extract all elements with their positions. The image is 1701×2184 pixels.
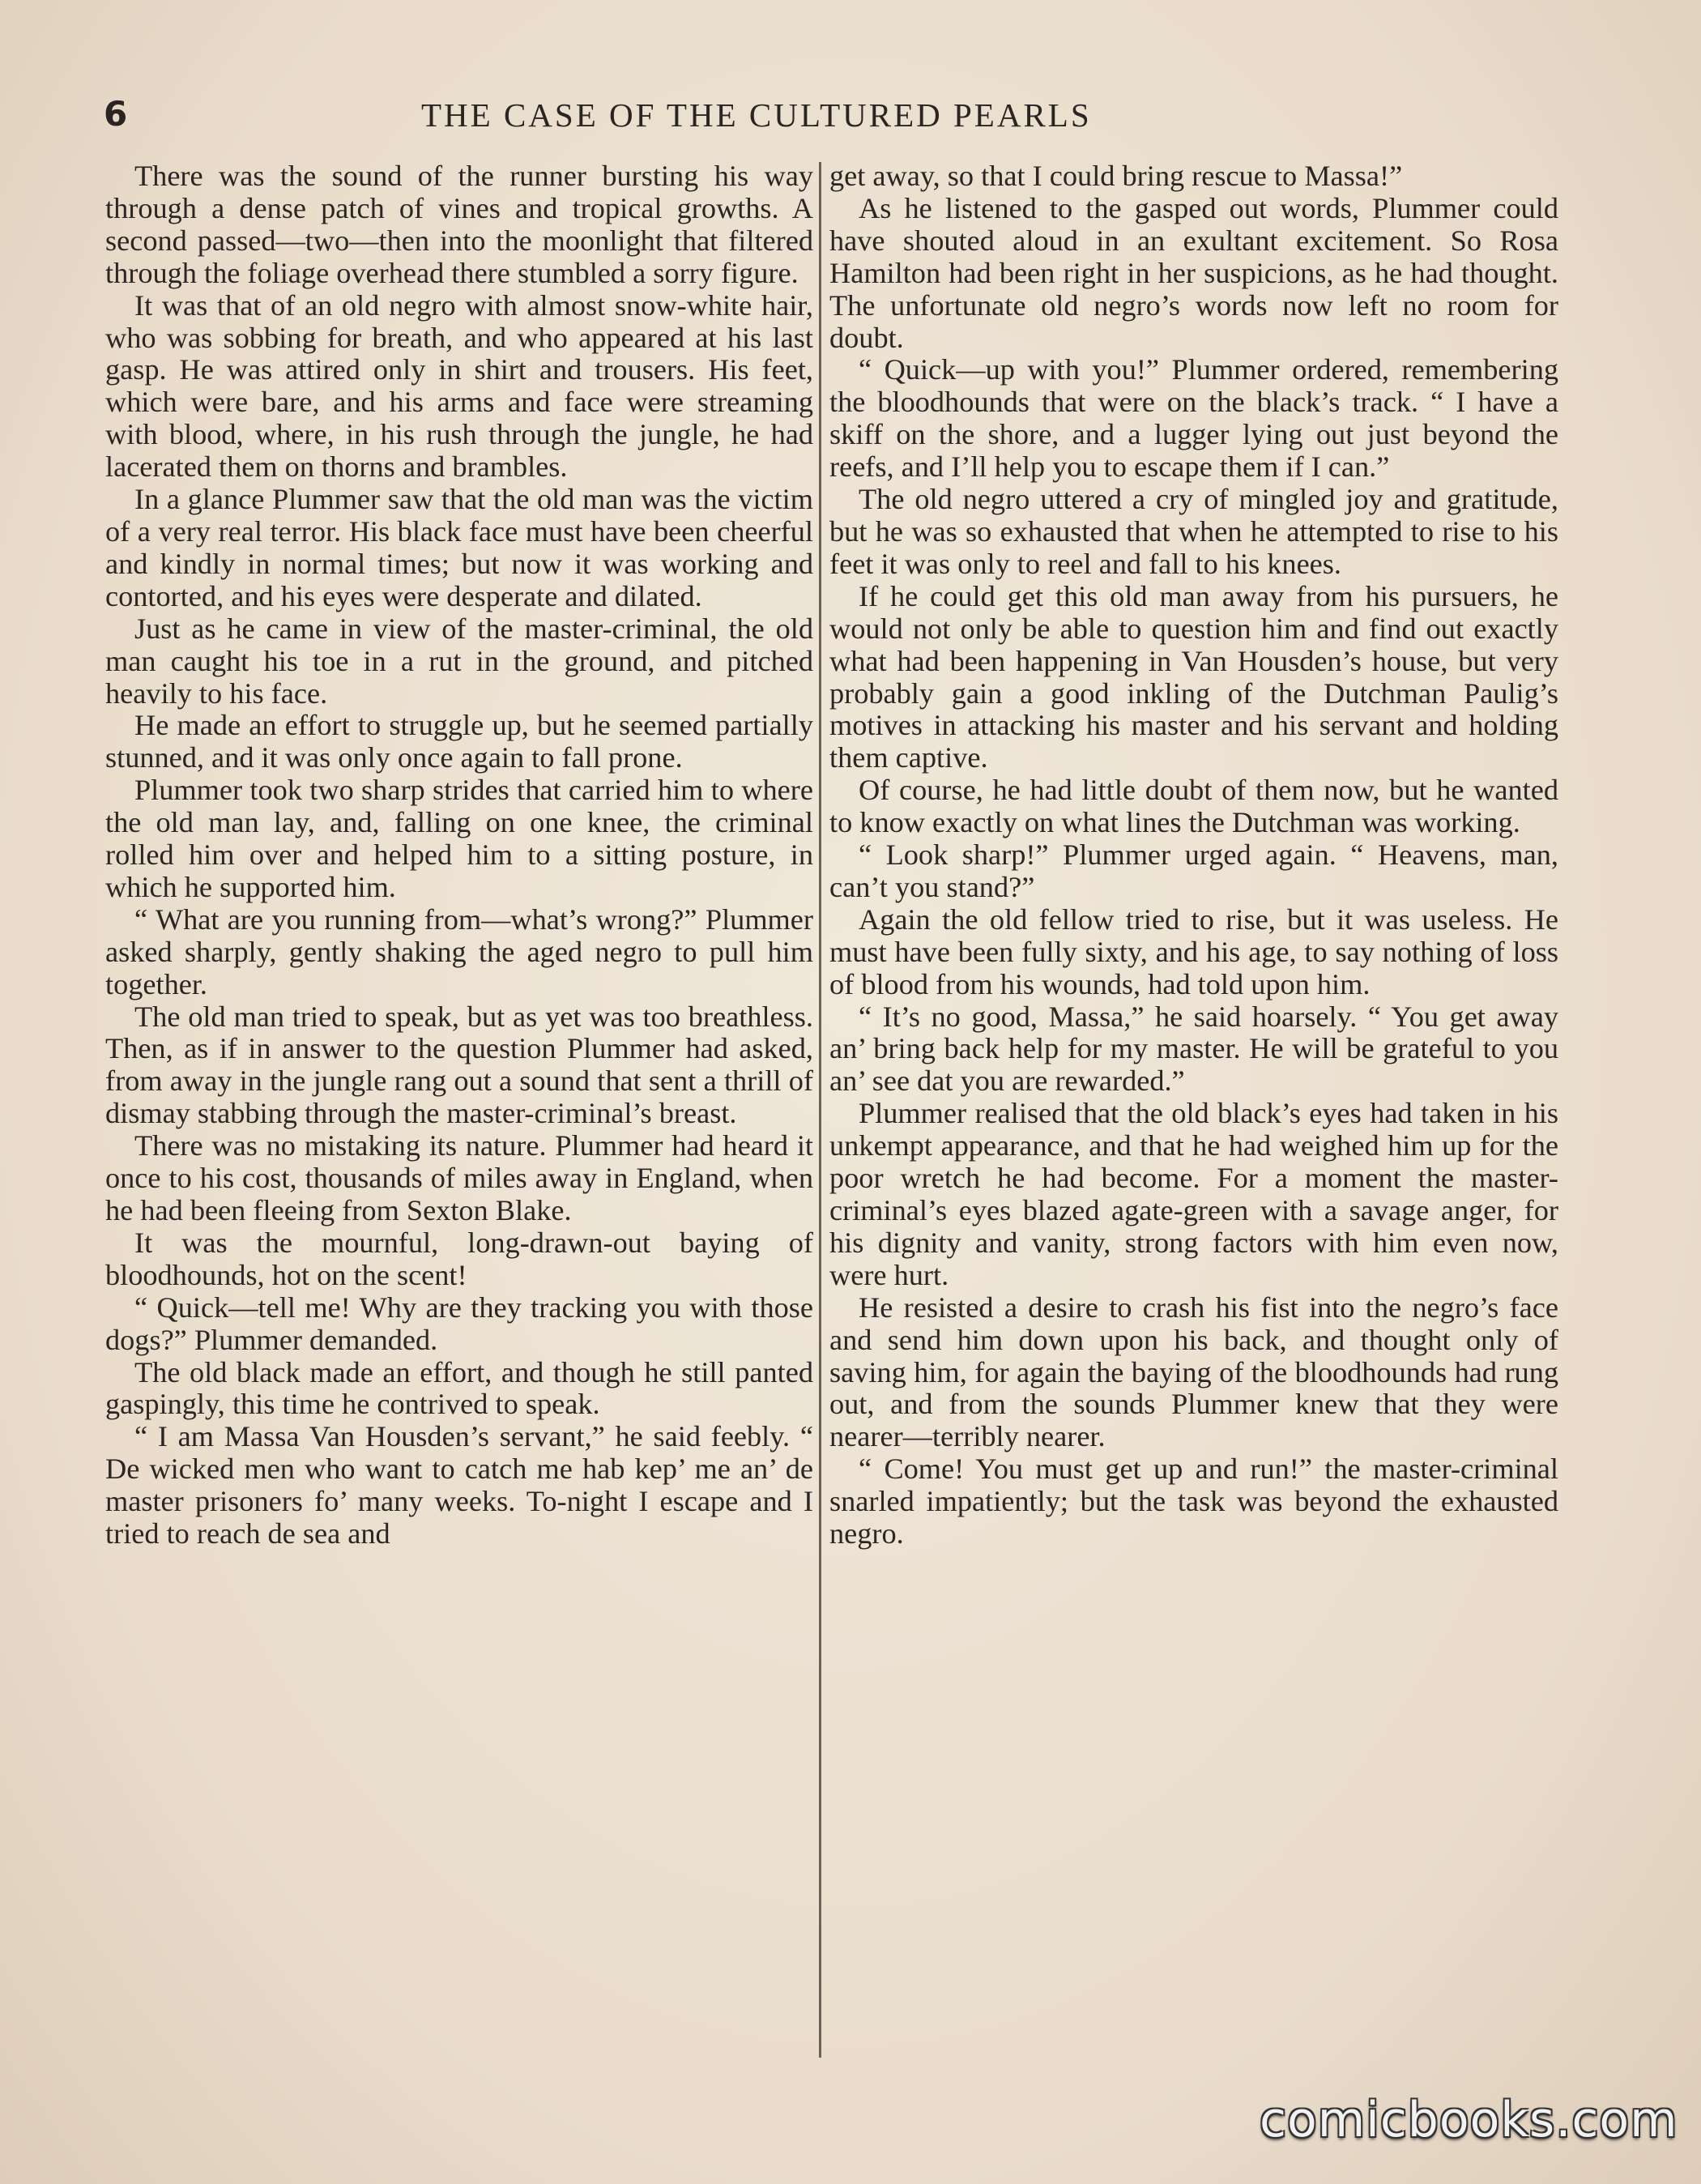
paragraph: “ Look sharp!” Plummer urged again. “ Heavens, man, can’t you stand?” [829,838,1558,903]
column-divider [819,162,821,2058]
watermark: comicbooks.com [1260,2092,1678,2148]
paragraph-continuation: get away, so that I could bring rescue to Massa!” [829,160,1403,192]
right-column [829,160,1558,1551]
paragraph: “ Quick—tell me! Why are they tracking you with those dogs?” Plummer demanded. [105,1290,813,1356]
paragraph: “ Come! You must get up and run!” the master-criminal snarled impatiently; but the task was beyond the exhausted negro. [829,1452,1558,1551]
paragraph: There was the sound of the runner bursting his way through a dense patch of vines and tropical growths. A second passed—two—then into the moonlight that filtered through the foliage overhead there stumbled a sorry figure. [105,160,813,289]
paragraph: The old man tried to speak, but as yet was too breathless. Then, as if in answer to the question Plummer had asked, from away in the jungle rang out a sound that sent a thrill of dismay stabbing through the master-criminal’s breast. [105,1000,813,1130]
paragraph: Plummer realised that the old black’s eyes had taken in his unkempt appearance, and that he had weighed him up for the poor wretch he had become. For a moment the master-criminal’s eyes blazed agate-green with a savage anger, for his dignity and vanity, strong factors with him even now, were hurt. [829,1097,1558,1291]
paragraph: There was no mistaking its nature. Plummer had heard it once to his cost, thousands of miles away in England, when he had been fleeing from Sexton Blake. [105,1129,813,1226]
running-title: THE CASE OF THE CULTURED PEARLS [421,96,1092,134]
paragraph: If he could get this old man away from his pursuers, he would not only be able to question him and find out exactly what had been happening in Van Housden’s house, but very probably gain a good inkling of the Dutchman Paulig’s motives in attacking his master and his servant and holding them captive. [829,579,1558,774]
left-column [105,160,813,1551]
paragraph: He made an effort to struggle up, but he seemed partially stunned, and it was only once again to fall prone. [105,709,813,774]
paragraph: “ It’s no good, Massa,” he said hoarsely. “ You get away an’ bring back help for my master. He will be grateful to you an’ see dat you are rewarded.” [829,1000,1558,1098]
paragraph: It was that of an old negro with almost snow-white hair, who was sobbing for breath, and who appeared at his last gasp. He was attired only in shirt and trousers. His feet, which were bare, and his arms and face were streaming with blood, where, in his rush through the jungle, he had lacerated them on thorns and brambles. [105,288,813,484]
paragraph: “ Quick—up with you!” Plummer ordered, remembering the bloodhounds that were on the black’s track. “ I have a skiff on the shore, and a lugger lying out just beyond the reefs, and I’ll help you to escape them if I can.” [829,353,1558,484]
paragraph: In a glance Plummer saw that the old man was the victim of a very real terror. His black face must have been cheerful and kindly in normal times; but now it was working and contorted, and his eyes were desperate and dilated. [105,483,813,612]
paragraph: The old black made an effort, and though he still panted gaspingly, this time he contrived to speak. [105,1355,813,1421]
paragraph: As he listened to the gasped out words, Plummer could have shouted aloud in an exultant excitement. So Rosa Hamilton had been right in her suspicions, as he had thought. The unfortunate old negro’s words now left no room for doubt. [829,191,1558,354]
paragraph: Plummer took two sharp strides that carried him to where the old man lay, and, falling on one knee, the criminal rolled him over and helped him to a sitting posture, in which he supported him. [105,774,813,903]
paragraph: “ I am Massa Van Housden’s servant,” he said feebly. “ De wicked men who want to catch me hab kep’ me an’ de master prisoners fo’ many weeks. To-night I escape and I tried to reach de sea and [105,1420,813,1551]
paragraph: Of course, he had little doubt of them now, but he wanted to know exactly on what lines the Dutchman was working. [829,774,1558,839]
paragraph: “ What are you running from—what’s wrong?” Plummer asked sharply, gently shaking the aged negro to pull him together. [105,902,813,1000]
paragraph: Again the old fellow tried to rise, but it was useless. He must have been fully sixty, and his age, to say nothing of loss of blood from his wounds, had told upon him. [829,902,1558,1000]
page-number: 6 [104,94,128,134]
paragraph: It was the mournful, long-drawn-out baying of bloodhounds, hot on the scent! [105,1226,813,1291]
paragraph: Just as he came in view of the master-criminal, the old man caught his toe in a rut in the ground, and pitched heavily to his face. [105,612,813,710]
paragraph: He resisted a desire to crash his fist into the negro’s face and send him down upon his back, and thought only of saving him, for again the baying of the bloodhounds had rung out, and from the sounds Plummer knew that they were nearer—terribly nearer. [829,1290,1558,1453]
paragraph: The old negro uttered a cry of mingled joy and gratitude, but he was so exhausted that when he attempted to rise to his feet it was only to reel and fall to his knees. [829,483,1558,580]
